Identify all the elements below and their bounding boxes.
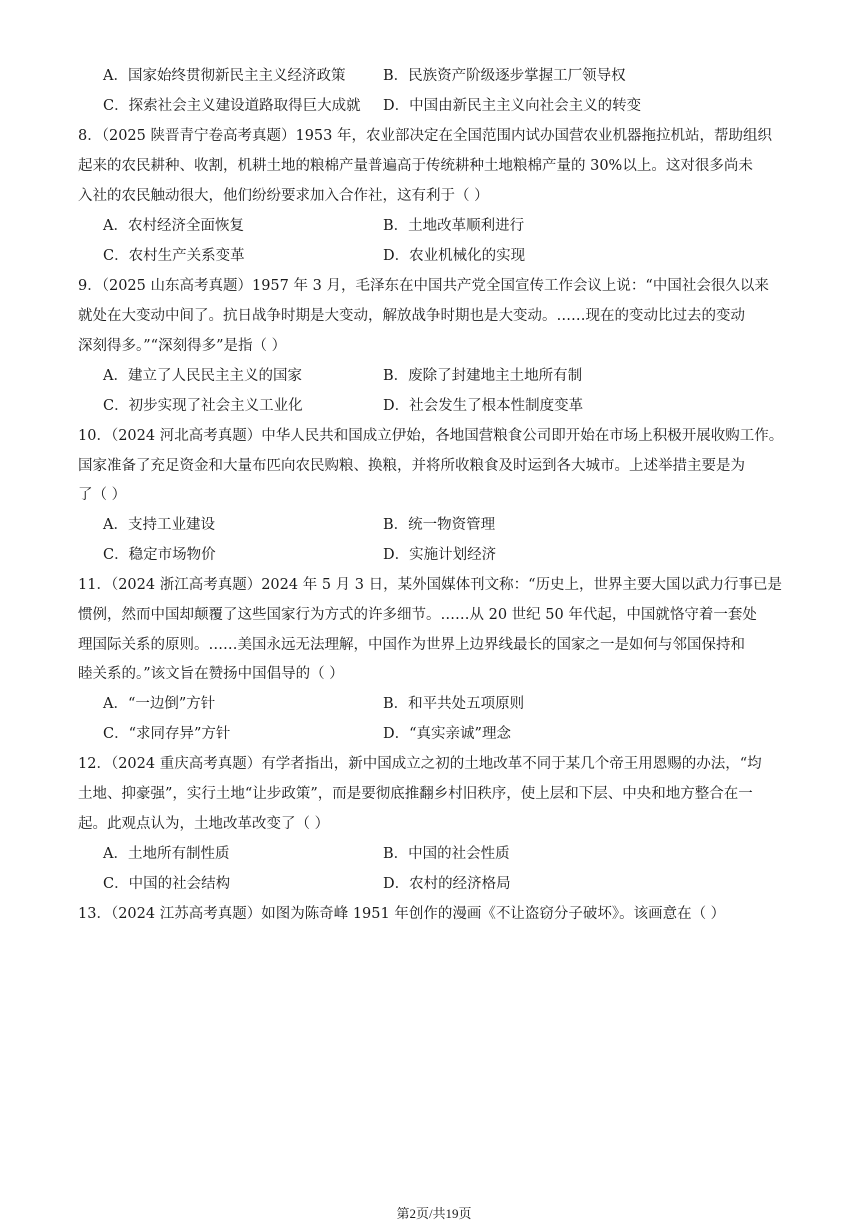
q12-stem-line-2: 土地、抑豪强”，实行土地“让步政策”，而是要彻底推翻乡村旧秩序，使上层和下层、中央和地方整合在一 bbox=[78, 786, 753, 802]
q8-option-b: B．土地改革顺利进行 bbox=[383, 218, 525, 234]
q9-option-d: D．社会发生了根本性制度变革 bbox=[383, 398, 584, 414]
q11-option-c: C．“求同存异”方针 bbox=[103, 726, 231, 742]
q7-option-c: C．探索社会主义建设道路取得巨大成就 bbox=[103, 98, 361, 114]
q9-stem-line-2: 就处在大变动中间了。抗日战争时期是大变动，解放战争时期也是大变动。……现在的变动比过去的变动 bbox=[78, 308, 745, 324]
q10-option-b: B．统一物资管理 bbox=[383, 517, 496, 533]
q11-stem-line-2: 惯例，然而中国却颠覆了这些国家行为方式的许多细节。……从 20 世纪 50 年代起，中国就恪守着一套处 bbox=[78, 607, 757, 623]
q12-stem-line-3: 起。此观点认为，土地改革改变了（ ） bbox=[78, 816, 330, 832]
q10-option-d: D．实施计划经济 bbox=[383, 547, 497, 563]
q10-option-a: A．支持工业建设 bbox=[103, 517, 215, 533]
q9-option-a: A．建立了人民民主主义的国家 bbox=[103, 368, 302, 384]
q8-option-c: C．农村生产关系变革 bbox=[103, 248, 245, 264]
q8-stem-line-2: 起来的农民耕种、收割，机耕土地的粮棉产量普遍高于传统耕种土地粮棉产量的 30%以上。这对很多尚未 bbox=[78, 158, 753, 174]
q7-option-d: D．中国由新民主主义向社会主义的转变 bbox=[383, 98, 642, 114]
q9-stem-line-3: 深刻得多。”“深刻得多”是指（ ） bbox=[78, 338, 287, 354]
q12-option-a: A．土地所有制性质 bbox=[103, 846, 230, 862]
q11-option-b: B．和平共处五项原则 bbox=[383, 696, 525, 712]
q8-stem-line-3: 入社的农民触动很大，他们纷纷要求加入合作社，这有利于（ ） bbox=[78, 188, 489, 204]
q8-stem-line-1: 8．（2025 陕晋青宁卷高考真题）1953 年，农业部决定在全国范围内试办国营农业机器拖拉机站，帮助组织 bbox=[78, 128, 772, 144]
q9-option-b: B．废除了封建地主土地所有制 bbox=[383, 368, 583, 384]
q7-option-b: B．民族资产阶级逐步掌握工厂领导权 bbox=[383, 68, 626, 84]
q9-stem-line-1: 9．（2025 山东高考真题）1957 年 3 月，毛泽东在中国共产党全国宣传工作会议上说：“中国社会很久以来 bbox=[78, 278, 769, 294]
q7-option-a: A．国家始终贯彻新民主主义经济政策 bbox=[103, 68, 346, 84]
q10-option-c: C．稳定市场物价 bbox=[103, 547, 216, 563]
q8-option-a: A．农村经济全面恢复 bbox=[103, 218, 244, 234]
q10-stem-line-1: 10．（2024 河北高考真题）中华人民共和国成立伊始，各地国营粮食公司即开始在市场上积极开展收购工作。 bbox=[78, 428, 784, 444]
q11-stem-line-1: 11．（2024 浙江高考真题）2024 年 5 月 3 日，某外国媒体刊文称：“历史上，世界主要大国以武力行事已是 bbox=[78, 577, 783, 593]
q11-stem-line-3: 理国际关系的原则。……美国永远无法理解，中国作为世界上边界线最长的国家之一是如何与邻国保持和 bbox=[78, 637, 745, 653]
q13-stem-line-1: 13．（2024 江苏高考真题）如图为陈奇峰 1951 年创作的漫画《不让盗窃分子破坏》。该画意在（ ） bbox=[78, 906, 726, 922]
q12-stem-line-1: 12．（2024 重庆高考真题）有学者指出，新中国成立之初的土地改革不同于某几个帝王用恩赐的办法，“均 bbox=[78, 756, 762, 772]
page-footer: 第2页/共19页 bbox=[396, 1206, 472, 1221]
q9-option-c: C．初步实现了社会主义工业化 bbox=[103, 398, 303, 414]
q11-option-d: D．“真实亲诚”理念 bbox=[383, 726, 511, 742]
q12-option-b: B．中国的社会性质 bbox=[383, 846, 510, 862]
q11-option-a: A．“一边倒”方针 bbox=[103, 696, 216, 712]
q11-stem-line-4: 睦关系的。”该文旨在赞扬中国倡导的（ ） bbox=[78, 666, 344, 682]
q10-stem-line-3: 了（ ） bbox=[78, 487, 127, 503]
q12-option-d: D．农村的经济格局 bbox=[383, 876, 511, 892]
q10-stem-line-2: 国家准备了充足资金和大量布匹向农民购粮、换粮，并将所收粮食及时运到各大城市。上述举措主要是为 bbox=[78, 458, 745, 474]
q8-option-d: D．农业机械化的实现 bbox=[383, 248, 526, 264]
q12-option-c: C．中国的社会结构 bbox=[103, 876, 231, 892]
